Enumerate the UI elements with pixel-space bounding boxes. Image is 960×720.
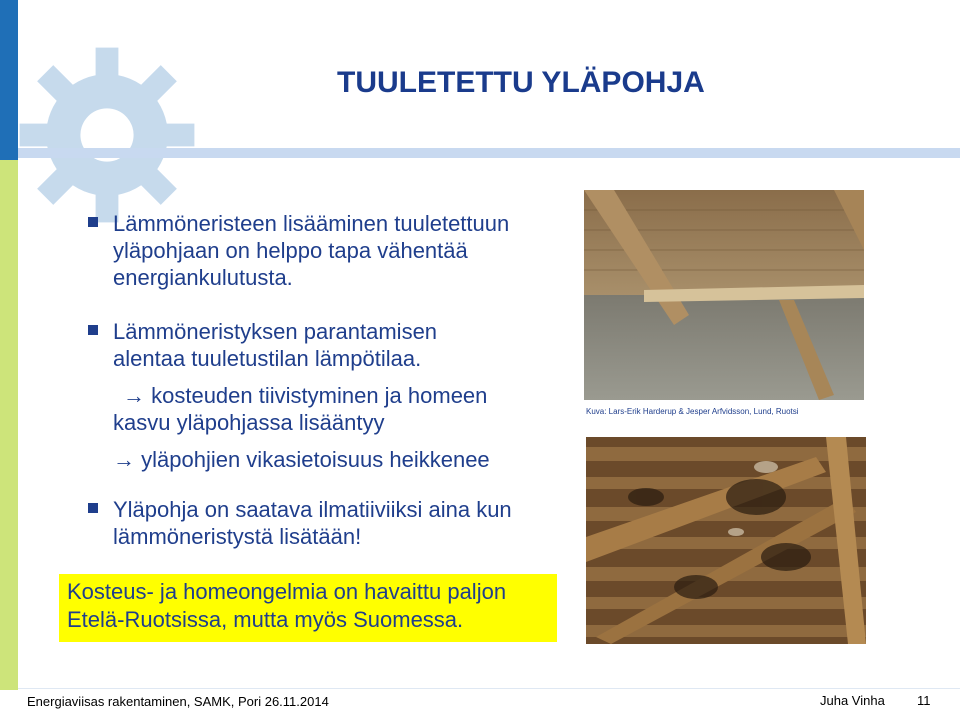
footer-divider [18, 688, 960, 689]
gear-icon [12, 40, 202, 230]
highlight-box [59, 574, 557, 642]
sub-point [113, 446, 490, 473]
attic-photo-bottom [586, 437, 866, 644]
bullet-line: lämmöneristystä lisätään! [113, 524, 362, 549]
attic-photo-top [584, 190, 864, 400]
header-divider [18, 148, 960, 158]
sub-point [113, 382, 488, 436]
sub-line: → kosteuden tiivistyminen ja homeen [123, 383, 488, 408]
photo-caption: Kuva: Lars-Erik Harderup & Jesper Arfvidsson, Lund, Ruotsi [586, 407, 799, 416]
highlight-line: Kosteus- ja homeongelmia on havaittu paljon [67, 579, 507, 604]
footer-author: Juha Vinha [820, 693, 885, 708]
page-number: 11 [917, 693, 931, 708]
sub-line: → yläpohjien vikasietoisuus heikkenee [113, 447, 490, 472]
bullet-line: yläpohjaan on helppo tapa vähentää [113, 238, 468, 263]
bullet-line: alentaa tuuletustilan lämpötilaa. [113, 346, 422, 371]
footer-event: Energiaviisas rakentaminen, SAMK, Pori 26.11.2014 [27, 694, 329, 709]
square-bullet-icon [88, 325, 98, 335]
left-stripe-green [0, 160, 18, 690]
bullet-line: energiankulutusta. [113, 265, 293, 290]
slide-title: TUULETETTU YLÄPOHJA [337, 66, 705, 99]
square-bullet-icon [88, 217, 98, 227]
bullet-line: Lämmöneristeen lisääminen tuuletettuun [113, 211, 510, 236]
bullet-line: Lämmöneristyksen parantamisen [113, 319, 438, 344]
sub-line: kasvu yläpohjassa lisääntyy [113, 410, 385, 435]
highlight-line: Etelä-Ruotsissa, mutta myös Suomessa. [67, 607, 464, 632]
square-bullet-icon [88, 503, 98, 513]
bullet-line: Yläpohja on saatava ilmatiiviiksi aina kun [113, 497, 512, 522]
